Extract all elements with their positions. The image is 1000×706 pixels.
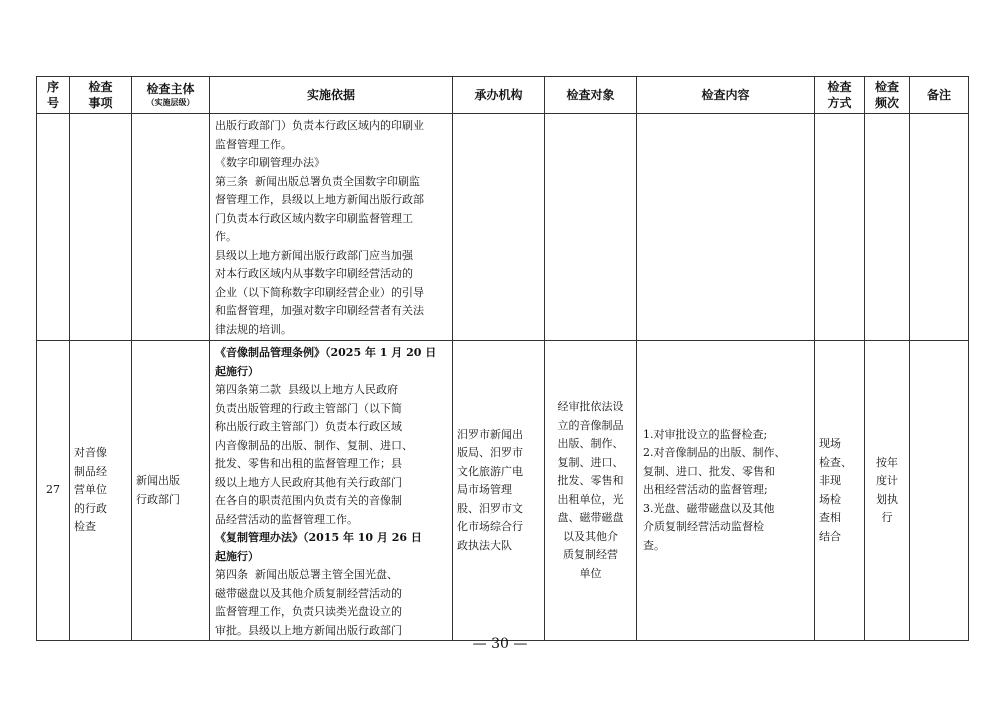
- table-row-continued: [37, 114, 969, 341]
- text-line: 场检: [819, 492, 841, 506]
- text-line: 度计: [876, 474, 898, 487]
- text-line: 划执: [876, 492, 898, 506]
- cell-agency: [453, 114, 545, 341]
- basis-line: 内音像制品的出版、制作、复制、进口、: [215, 438, 413, 452]
- header-row: [37, 77, 969, 114]
- cell-frequency-27: [865, 341, 910, 641]
- text-line: 行政部门: [136, 492, 180, 506]
- cell-item-27: [70, 341, 132, 641]
- header-agency: 承办机构: [453, 77, 545, 114]
- text-line: 查相: [819, 511, 841, 524]
- basis-line: 对本行政区域内从事数字印刷经营活动的: [215, 267, 413, 280]
- cell-seq-27: 27: [37, 341, 70, 641]
- text-line: 现场: [819, 437, 841, 450]
- basis-line: 门负责本行政区域内数字印刷监督管理工: [215, 211, 413, 225]
- header-remark: 备注: [910, 77, 969, 114]
- text-line: 经审批依法设: [557, 400, 624, 413]
- basis-line: 律法规的培训。: [215, 322, 292, 336]
- basis-line: 批发、零售和出租的监督管理工作；县: [215, 457, 402, 470]
- header-content: 检查内容: [637, 77, 815, 114]
- header-method: 检查 方式: [815, 77, 865, 114]
- text-line: 盘、磁带磁盘: [557, 511, 624, 524]
- cell-content-27: [637, 341, 815, 641]
- basis-line: 品经营活动的监督管理工作。: [215, 512, 358, 526]
- basis-line: 负责出版管理的行政主管部门（以下简: [215, 401, 402, 415]
- cell-item: [70, 114, 132, 341]
- cell-seq: [37, 114, 70, 341]
- cell-subject: [132, 114, 210, 341]
- basis-line: 和监督管理，加强对数字印刷经营者有关法: [215, 304, 424, 317]
- basis-line: 磁带磁盘以及其他介质复制经营活动的: [215, 586, 402, 600]
- text-line: 的行政: [74, 501, 107, 515]
- cell-content: [637, 114, 815, 341]
- header-item: 检查 事项: [70, 77, 132, 114]
- basis-line: 级以上地方人民政府其他有关行政部门: [215, 475, 402, 489]
- text-line: 3.光盘、磁带磁盘以及其他: [643, 501, 775, 515]
- text-line: 1.对审批设立的监督检查;: [643, 427, 768, 441]
- cell-agency-27: [453, 341, 545, 641]
- basis-line: 第四条 新闻出版总署主管全国光盘、: [215, 568, 398, 581]
- cell-target: [545, 114, 637, 341]
- basis-line: 出版行政部门）负责本行政区域内的印刷业: [215, 119, 424, 132]
- text-line: 版局、汨罗市: [457, 446, 523, 460]
- basis-line: 监督管理工作。: [215, 137, 292, 151]
- text-line: 文化旅游广电: [457, 464, 523, 478]
- cell-subject-27: [132, 341, 210, 641]
- header-basis: 实施依据: [210, 77, 453, 114]
- cell-target-27: [545, 341, 637, 641]
- basis-line: 县级以上地方新闻出版行政部门应当加强: [215, 248, 413, 262]
- basis-line: 起施行）: [215, 549, 259, 563]
- text-line: 介质复制经营活动监督检: [643, 520, 764, 534]
- header-subject-sub: （实施层级）: [146, 98, 195, 107]
- text-line: 查。: [643, 538, 665, 552]
- text-line: 出租单位，光: [557, 492, 624, 506]
- basis-line: 监督管理工作，负责只读类光盘设立的: [215, 605, 402, 618]
- basis-line: 企业（以下简称数字印刷经营企业）的引导: [215, 285, 424, 299]
- text-line: 2.对音像制品的出版、制作、: [643, 446, 786, 460]
- text-line: 行: [881, 511, 893, 524]
- text-line: 化市场综合行: [457, 520, 523, 534]
- header-seq: 序 号: [37, 77, 70, 114]
- text-line: 立的音像制品: [557, 418, 624, 432]
- text-line: 制品经: [74, 464, 107, 478]
- text-line: 出租经营活动的监督管理;: [643, 483, 768, 497]
- cell-frequency: [865, 114, 910, 341]
- text-line: 非现: [819, 474, 841, 487]
- cell-basis-27: [210, 341, 453, 641]
- text-line: 按年: [876, 455, 898, 469]
- text-line: 政执法大队: [457, 538, 512, 552]
- cell-basis-continued: [210, 114, 453, 341]
- text-line: 检查、: [819, 455, 852, 469]
- page-number: — 30 —: [472, 636, 528, 652]
- text-line: 批发、零售和: [557, 474, 624, 487]
- text-line: 营单位: [74, 483, 107, 497]
- text-line: 检查: [74, 520, 96, 534]
- basis-line: 《数字印刷管理办法》: [215, 156, 325, 169]
- cell-method-27: [815, 341, 865, 641]
- text-line: 局市场管理: [457, 483, 512, 497]
- basis-line: 称出版行政主管部门）负责本行政区域: [215, 420, 402, 433]
- text-line: 出版、制作、: [557, 437, 624, 450]
- basis-line: 审批。县级以上地方新闻出版行政部门: [215, 623, 402, 637]
- basis-line: 《复制管理办法》（2015 年 10 月 26 日: [215, 531, 422, 544]
- text-line: 复制、进口、: [557, 455, 624, 469]
- basis-line: 作。: [215, 230, 237, 243]
- basis-line: 第三条 新闻出版总署负责全国数字印刷监: [215, 174, 420, 188]
- text-line: 单位: [579, 566, 602, 580]
- cell-remark: [910, 114, 969, 341]
- text-line: 汨罗市新闻出: [457, 427, 523, 441]
- basis-line: 第四条第二款 县级以上地方人民政府: [215, 383, 398, 396]
- basis-line: 督管理工作，县级以上地方新闻出版行政部: [215, 193, 424, 206]
- header-frequency: 检查 频次: [865, 77, 910, 114]
- text-line: 质复制经营: [563, 548, 618, 561]
- text-line: 新闻出版: [136, 474, 180, 487]
- basis-line: 《音像制品管理条例》（2025 年 1 月 20 日: [215, 346, 437, 359]
- text-line: 对音像: [74, 446, 107, 460]
- cell-remark-27: [910, 341, 969, 641]
- table-row-27: [37, 341, 969, 641]
- header-target: 检查对象: [545, 77, 637, 114]
- text-line: 复制、进口、批发、零售和: [643, 464, 775, 478]
- text-line: 以及其他介: [563, 529, 618, 543]
- cell-method: [815, 114, 865, 341]
- inspection-table: [36, 76, 969, 641]
- basis-line: 在各自的职责范围内负责有关的音像制: [215, 494, 402, 507]
- text-line: 股、汨罗市文: [457, 501, 523, 515]
- header-subject: 检查主体 （实施层级）: [132, 77, 210, 114]
- text-line: 结合: [819, 529, 841, 543]
- basis-line: 起施行）: [215, 364, 259, 378]
